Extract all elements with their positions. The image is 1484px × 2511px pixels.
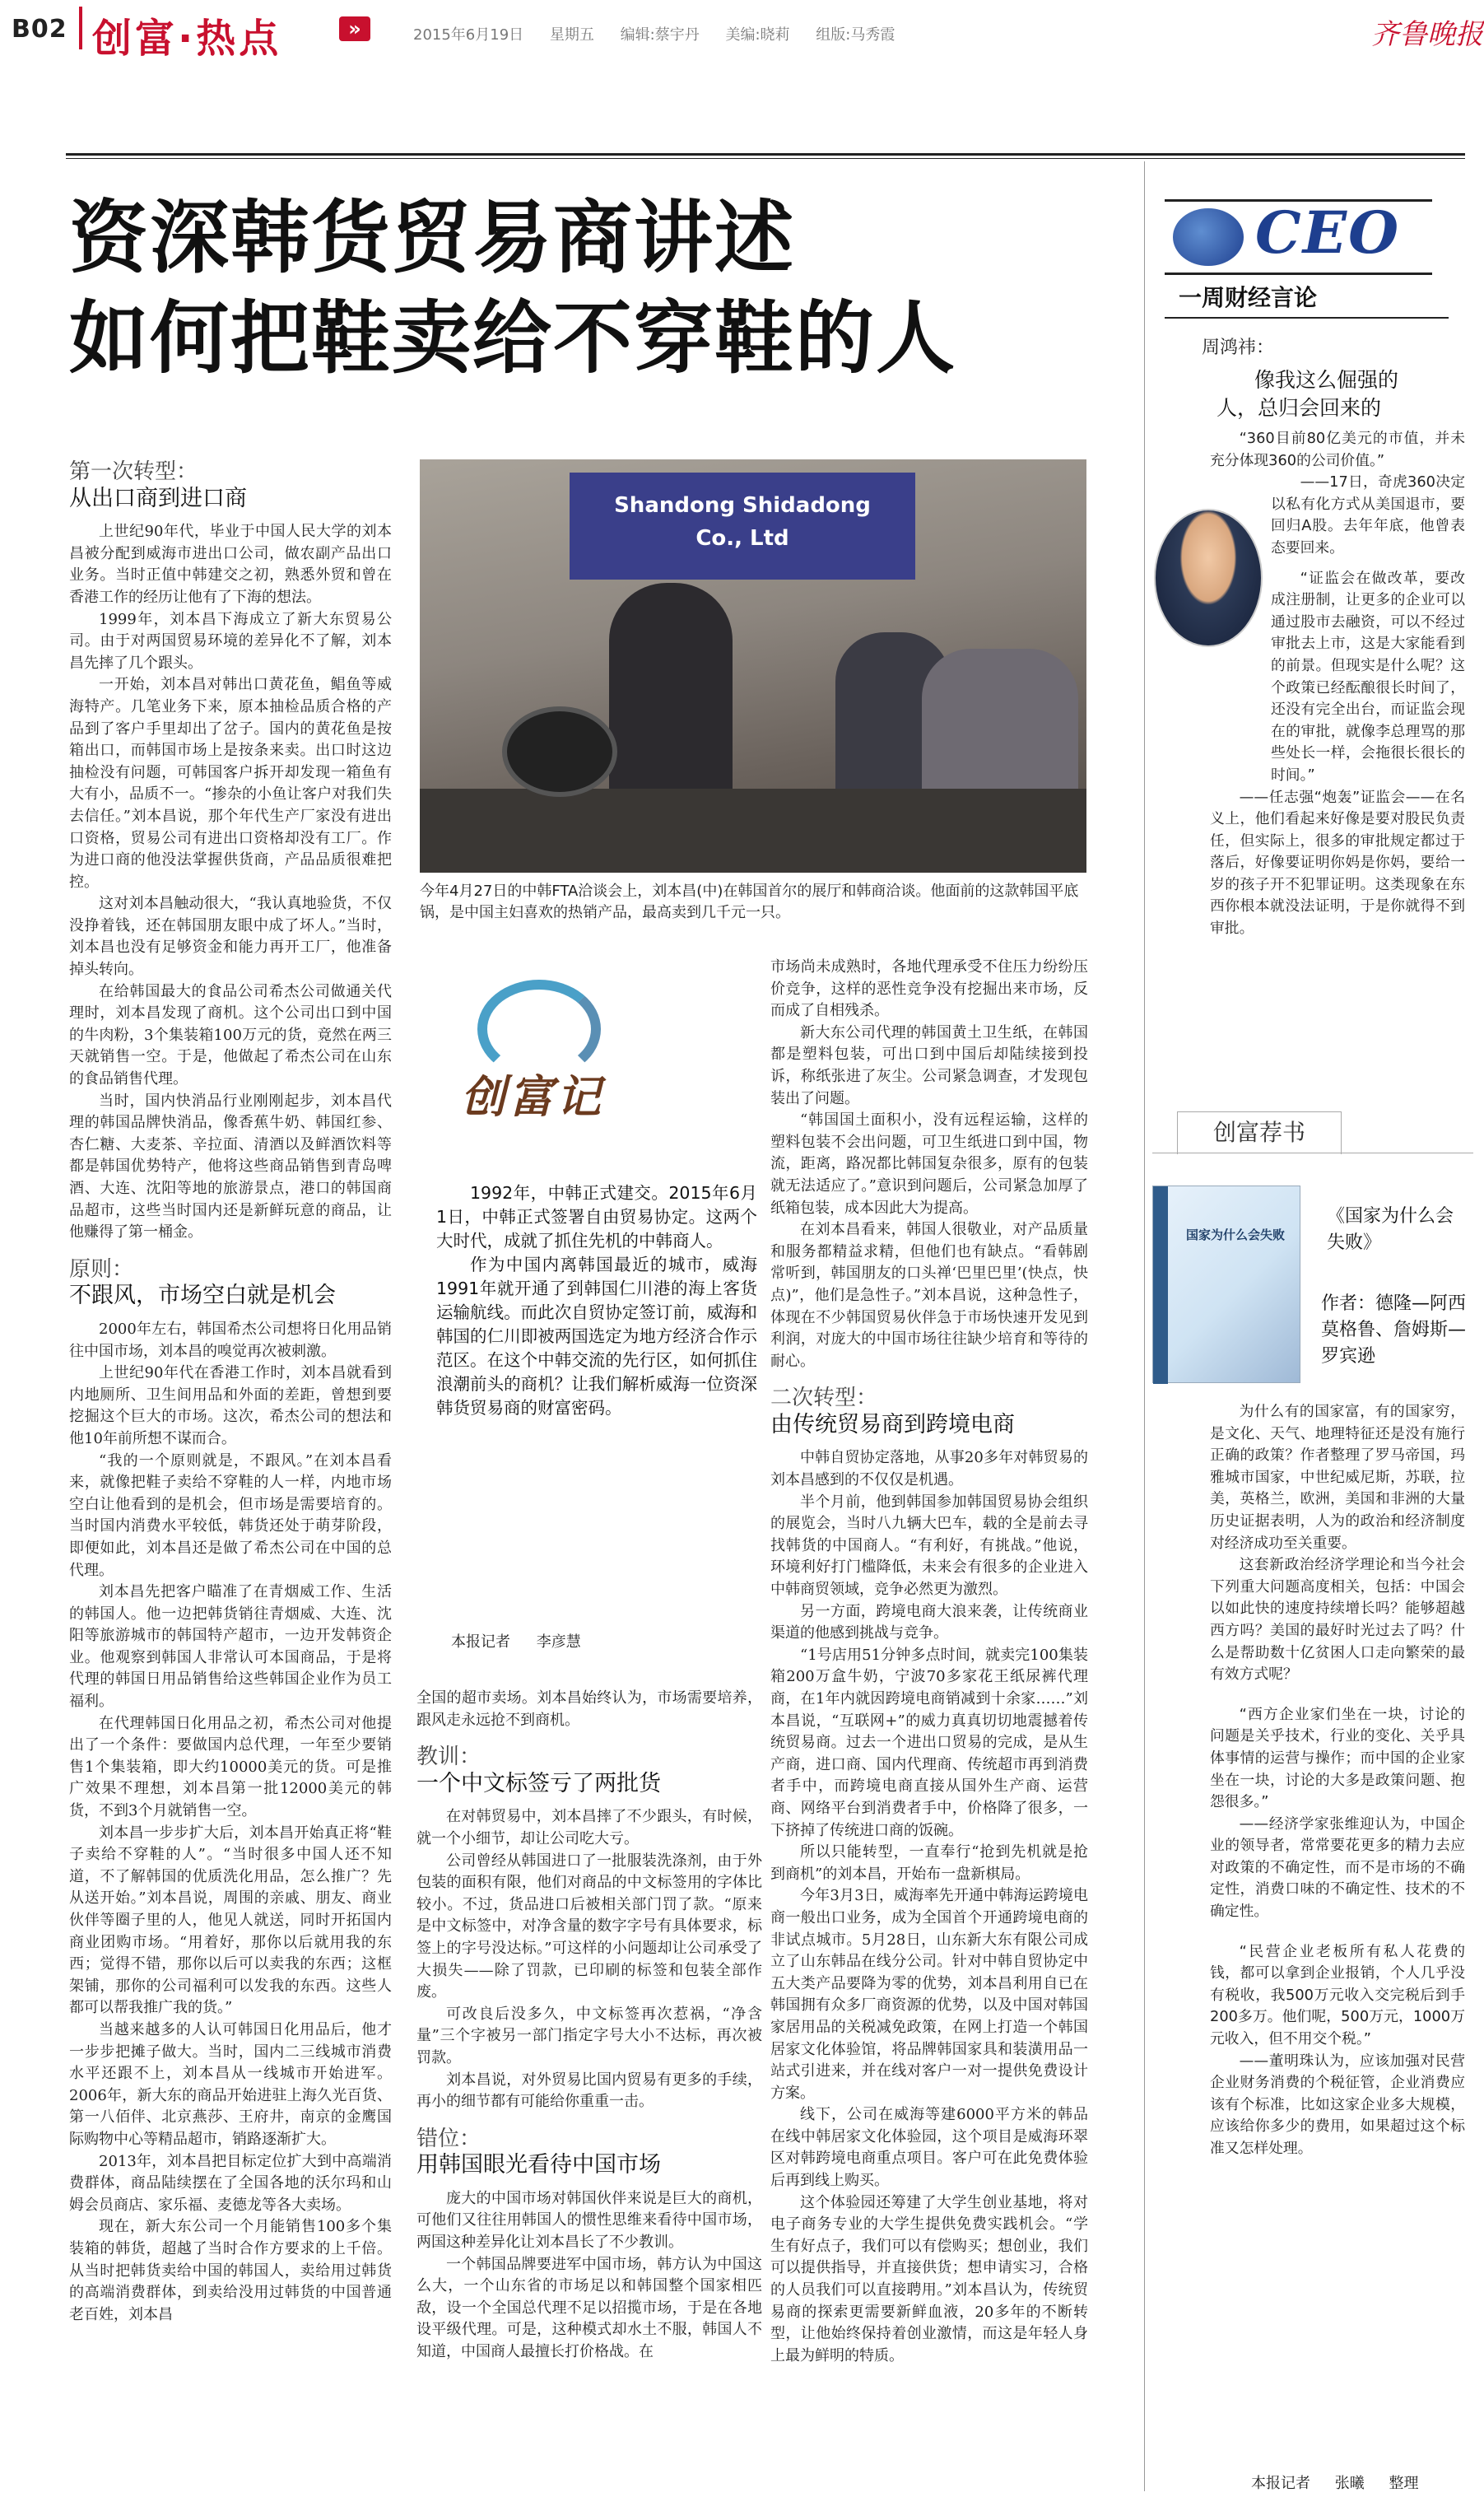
paragraph: 上世纪90年代，毕业于中国人民大学的刘本昌被分配到威海市进出口公司，做农副产品出口业务。当时正值中韩建交之初，熟悉外贸和曾在香港工作的经历让他有了下海的想法。 — [69, 523, 392, 606]
photo-caption: 今年4月27日的中韩FTA洽谈会上，刘本昌(中)在韩国首尔的展厅和韩商洽谈。他面前的这款韩国平底锅，是中国主妇喜欢的热销产品，最高卖到几千元一只。 — [420, 883, 1079, 921]
paragraph: 庞大的中国市场对韩国伙伴来说是巨大的商机，可他们又往往用韩国人的惯性思维来看待中国市场，两国这种差异化让刘本昌长了不少教训。 — [416, 2189, 762, 2252]
issue-weekday: 星期五 — [549, 26, 594, 44]
paragraph: 刘本昌说，对外贸易比国内贸易有更多的手续，再小的细节都有可能给你重重一击。 — [416, 2071, 762, 2111]
news-photo — [420, 459, 1086, 873]
page-number-divider — [79, 7, 82, 49]
book-title: 《国家为什么会失败》 — [1327, 1206, 1454, 1253]
paragraph: 今年3月3日，威海率先开通中韩海运跨境电商一般出口业务，成为全国首个开通跨境电商的非试点城市。5月28日，山东新大东有限公司成立了山东韩品在线分公司。针对中韩自贸协定中五大类产品要降为零的优势，刘本昌利用自已在韩国拥有众多厂商资源的优势，以及中国对韩国家居用品的关税减免政策，在网上打造一个韩国居家文化体验馆，将品牌韩国家具和装潢用品一站式引进来，并在线对客户一对一提供免费设计方案。 — [770, 1887, 1088, 2102]
paragraph: 公司曾经从韩国进口了一批服装洗涤剂，由于外包装的面积有限，他们对商品的中文标签用的字体比较小。不过，货品进口后被相关部门罚了款。“原来是中文标签中，对净含量的数字字号有具体要求，标签上的字号没达标。”可这样的小问题却让公司承受了大损失——除了罚款，已印刷的标签和包装全部作废。 — [416, 1852, 762, 2001]
article-column-2 — [416, 1688, 762, 2364]
globe-icon — [1173, 208, 1244, 266]
issue-date: 2015年6月19日 — [413, 26, 524, 44]
paragraph: 半个月前，他到韩国参加韩国贸易协会组织的展览会，当时八九辆大巴车，载的全是前去寻找韩货的中国商人。“有利好，有挑战。”他说，环境利好打门槛降低，未来会有很多的企业进入中韩商贸领域，竞争必然更为激烈。 — [770, 1493, 1088, 1599]
paragraph: 一开始，刘本昌对韩出口黄花鱼，鲳鱼等威海特产。几笔业务下来，原本抽检品质合格的产品到了客户手里却出了岔子。国内的黄花鱼是按箱出口，而韩国市场上是按条来卖。出口时这边抽检没有问题，可韩国客户拆开却发现一箱鱼有大有小，品质不一。“掺杂的小鱼让客户对我们失去信任。”刘本昌说，那个年代生产厂家没有进出口资格，贸易公司有进出口资格却没有工厂。作为进口商的他没法掌握供货商，产品品质很难把控。 — [69, 676, 392, 891]
featured-quote-line: 像我这么倔强的 — [1254, 368, 1399, 392]
paragraph: 市场尚未成熟时，各地代理承受不住压力纷纷压价竞争，这样的恶性竞争没有挖掘出来市场，反而成了自相残杀。 — [770, 958, 1088, 1020]
subhead-label: 原则： — [69, 1256, 134, 1282]
byline-name: 张曦 — [1334, 2475, 1365, 2492]
layout-credit: 组版:马秀霞 — [816, 26, 896, 44]
quote: “证监会在做改革，要改成注册制，让更多的企业可以通过股市去融资，可以不经过审批去上市，这是大家能看到的前景。但现实是什么呢？这个政策已经酝酿很长时间了，还没有完全出台，而证监会现在的审批，就像李总理骂的那些处长一样，会拖很长很长的时间。” — [1271, 569, 1465, 784]
paragraph: 为什么有的国家富，有的国家穷，是文化、天气、地理特征还是没有施行正确的政策？作者整理了罗马帝国，玛雅城市国家，中世纪威尼斯，苏联，拉美，英格兰，欧洲，美国和非洲的大量历史证据表明，人为的政治和经济制度对经济成功至关重要。 — [1210, 1403, 1465, 1552]
paragraph: 在刘本昌看来，韩国人很敬业，对产品质量和服务都精益求精，但他们也有缺点。“看韩剧常听到，韩国朋友的口头禅‘巴里巴里’(快点，快点)”，他们是急性子。”刘本昌说，这种急性子，体现在不少韩国贸易伙伴急于市场快速开发见到利润，对庞大的中国市场往往缺少培育和等待的耐心。 — [770, 1221, 1088, 1370]
subhead-label: 错位： — [416, 2126, 481, 2151]
quote-speaker: 周鸿祎： — [1202, 338, 1275, 358]
paragraph: 线下，公司在威海等建6000平方米的韩品在线中韩居家文化体验园，这个项目是威海环翠区对韩跨境电商重点项目。客户可在此免费体验后再到线上购买。 — [770, 2106, 1088, 2190]
page-number: B02 — [12, 15, 67, 44]
paragraph: 这套新政治经济学理论和当今社会下列重大问题高度相关，包括：中国会以如此快的速度持续增长吗？能够超越西方吗？美国的最好时光过去了吗？什么是帮助数十亿贫困人口走向繁荣的最有效方式呢？ — [1210, 1556, 1465, 1684]
masthead-rule-thin — [66, 158, 1465, 159]
photo-frying-pan — [502, 706, 617, 797]
quote-note: ——经济学家张维迎认为，中国企业的领导者，常常要花更多的精力去应对政策的不确定性，而不是市场的不确定性，消费口味的不确定性、技术的不确定性。 — [1210, 1815, 1465, 1921]
paragraph: 在对韩贸易中，刘本昌摔了不少跟头，有时候，就一个小细节，却让公司吃大亏。 — [416, 1808, 762, 1847]
byline — [451, 1630, 602, 1651]
editor-credit: 编辑:蔡宇丹 — [620, 26, 700, 44]
headline-line-1: 资深韩货贸易商讲述 — [69, 192, 795, 284]
byline-label: 本报记者 — [451, 1633, 510, 1651]
paragraph: 中韩自贸协定落地，从事20多年对韩贸易的刘本昌感到的不仅仅是机遇。 — [770, 1449, 1088, 1489]
featured-quote — [1217, 366, 1463, 422]
paragraph: 刘本昌先把客户瞄准了在青烟威工作、生活的韩国人。他一边把韩货销往青烟威、大连、沈阳等旅游城市的韩国特产超市，一边开发韩资企业。他观察到韩国人非常认可本国商品，于是将代理的韩国日用品销售给这些韩国企业作为员工福利。 — [69, 1583, 392, 1711]
paragraph: 1992年，中韩正式建交。2015年6月1日，中韩正式签署自由贸易协定。这两个大时代，成就了抓住先机的中韩商人。 — [436, 1183, 757, 1251]
chuangfuji-box — [436, 971, 757, 1651]
paragraph: 刘本昌一步步扩大后，刘本昌开始真正将“鞋子卖给不穿鞋的人”。“当时很多中国人还不知道，不了解韩国的优质洗化用品，怎么推广？先从送开始。”刘本昌说，周围的亲戚、朋友、商业伙伴等圈子里的人，他见人就送，同时开拓国内商业团购市场。“用着好，那你以后就用我的东西；觉得不错，那你以后可以卖我的东西；这框架铺，那你的公司福利可以发我的东西。这些人都可以帮我推广我的货。” — [69, 1824, 392, 2017]
paragraph: 当时，国内快消品行业刚刚起步，刘本昌代理的韩国品牌快消品，像香蕉牛奶、韩国红参、杏仁糖、大麦茶、辛拉面、清酒以及鲜酒饮料等都是韩国优势特产，他将这些商品销售到青岛啤酒、大连、沈阳等地的旅游景点，港口的韩国商品超市，这些当时国内还是新鲜玩意的商品，让他赚得了第一桶金。 — [69, 1092, 392, 1242]
chuangfuji-logo-text: 创富记 — [461, 1070, 604, 1123]
chuangfuji-logo — [453, 980, 634, 1153]
section-title: 创富·热点 — [92, 16, 282, 62]
paragraph: 这个体验园还筹建了大学生创业基地，将对电子商务专业的大学生提供免费实践机会。“学生有好点子，我们可以有偿购买；想创业，我们可以提供指导，并直接供货；想申请实习，合格的人员我们可以直接聘用。”刘本昌认为，传统贸易商的探索更需要新鲜血液，20多年的不断转型，让他始终保持着创业激情，而这是年轻人身上最为鲜明的特质。 — [770, 2193, 1088, 2364]
subhead-label: 二次转型： — [770, 1386, 878, 1411]
paragraph: 在代理韩国日化用品之初，希杰公司对他提出了一个条件：要做国内总代理，一年至少要销售1个集装箱，即大约10000美元的货。可是推广效果不理想，刘本昌第一批12000美元的韩货，不到3个月就销售一空。 — [69, 1714, 392, 1820]
book-recommend-tab: 创富荐书 — [1177, 1111, 1342, 1154]
photo-sign-line: Shandong Shidadong — [614, 493, 871, 518]
ceo-logo-word: CEO — [1255, 198, 1401, 267]
paragraph: 作为中国内离韩国最近的城市，威海1991年就开通了到韩国仁川港的海上客货运输航线。而此次自贸协定签订前，威海和韩国的仁川即被两国选定为地方经济合作示范区。在这个中韩交流的先行区，如何抓住浪潮前头的商机？让我们解析威海一位资深韩货贸易商的财富密码。 — [436, 1255, 757, 1418]
photo-table — [420, 789, 1086, 873]
paragraph: 全国的超市卖场。刘本昌始终认为，市场需要培养，跟风走永远抢不到商机。 — [416, 1689, 762, 1729]
headline-line-2: 如何把鞋卖给不穿鞋的人 — [69, 292, 956, 384]
sidebar-divider — [1144, 161, 1145, 2491]
ceo-rule — [1165, 317, 1449, 319]
article-column-1 — [69, 461, 392, 2326]
byline-name: 李彦慧 — [536, 1633, 581, 1651]
paragraph: 新大东公司代理的韩国黄土卫生纸，在韩国都是塑料包装，可出口到中国后却陆续接到投诉，称纸张进了灰尘。公司紧急调查，才发现包装出了问题。 — [770, 1023, 1088, 1107]
paragraph: 所以只能转型，一直奉行“抢到先机就是抢到商机”的刘本昌，开始布一盘新棋局。 — [770, 1843, 1088, 1883]
quote: “360目前80亿美元的市值，并未充分体现360的公司价值。” — [1210, 430, 1465, 469]
subhead-title: 用韩国眼光看待中国市场 — [416, 2152, 661, 2178]
paragraph: 2000年左右，韩国希杰公司想将日化用品销往中国市场，刘本昌的嗅觉再次被刺激。 — [69, 1320, 392, 1360]
book-cover-title: 国家为什么会失败 — [1185, 1228, 1285, 1242]
byline-role: 整理 — [1389, 2475, 1419, 2492]
subhead-title: 由传统贸易商到跨境电商 — [770, 1411, 1015, 1437]
paragraph: 这对刘本昌触动很大，“我认真地验货，不仅没挣着钱，还在韩国朋友眼中成了坏人。”当时，刘本昌也没有足够资金和能力再开工厂，他准备掉头转向。 — [69, 895, 392, 979]
paragraph: 在给韩国最大的食品公司希杰公司做通关代理时，刘本昌发现了商机。这个公司出口到中国的牛肉粉，3个集装箱100万元的货，竟然在两三天就销售一空。于是，他做起了希杰公司在山东的食品销售代理。 — [69, 982, 392, 1088]
quote: “西方企业家们坐在一块，讨论的问题是关乎技术，行业的变化、关乎具体事情的运营与操作；而中国的企业家坐在一块，讨论的大多是政策问题、抱怨很多。” — [1210, 1705, 1465, 1811]
byline-label: 本报记者 — [1251, 2475, 1310, 2492]
masthead — [0, 0, 1484, 66]
paragraph: 上世纪90年代在香港工作时，刘本昌就看到内地厕所、卫生间用品和外面的差距，曾想到要挖掘这个巨大的市场。这次，希杰公司的想法和他10年前所想不谋而合。 — [69, 1364, 392, 1447]
paragraph: 一个韩国品牌要进军中国市场，韩方认为中国这么大，一个山东省的市场足以和韩国整个国家相匹敌，设一个全国总代理不足以招揽市场，于是在各地设平级代理。可是，这种模式却水土不服，韩国人不知道，中国商人最擅长打价格战。在 — [416, 2255, 762, 2361]
subhead-label: 第一次转型： — [69, 459, 198, 484]
photo-booth-sign — [570, 473, 915, 580]
paragraph: 当越来越多的人认可韩国日化用品后，他才一步步把摊子做大。当时，国内二三线城市消费水平还跟不上，刘本昌从一线城市开始进军。2006年，新大东的商品开始进驻上海久光百货、第一八佰伴、北京燕莎、王府井，南京的金鹰国际购物中心等精品超市，销路逐渐扩大。 — [69, 2020, 392, 2148]
book-review-text — [1210, 1401, 1465, 2160]
chevron-right-icon: » — [339, 16, 370, 41]
paragraph: 现在，新大东公司一个月能销售100多个集装箱的韩货，超越了当时合作方要求的上千倍。从当时把韩货卖给中国的韩国人，卖给用过韩货的高端消费群体，到卖给没用过韩货的中国普通老百姓，刘本昌 — [69, 2218, 392, 2323]
subhead-title: 不跟风，市场空白就是机会 — [69, 1283, 336, 1309]
book-cover — [1152, 1186, 1300, 1383]
featured-quote-line: 人，总归会回来的 — [1217, 396, 1382, 420]
article-column-3 — [770, 957, 1088, 2367]
paragraph: “1号店用51分钟多点时间，就卖完100集装箱200万盒牛奶，宁波70多家花王纸尿裤代理商，在1年内就因跨境电商销减到十余家……”刘本昌说，“互联网+”的威力真真切切地震撼着传统贸易商。过去一个进出口贸易的完成，是从生产商，进口商、国内代理商、传统超市再到消费者手中，而跨境电商直接从国外生产商、运营商、网络平台到消费者手中，价格降了很多，一下挤掉了传统进口商的饭碗。 — [770, 1646, 1088, 1839]
ceo-logo — [1165, 199, 1432, 275]
subhead-title: 一个中文标签亏了两批货 — [416, 1770, 661, 1796]
paragraph: 另一方面，跨境电商大浪来袭，让传统商业渠道的他感到挑战与竞争。 — [770, 1602, 1088, 1642]
paragraph: “韩国国土面积小，没有远程运输，这样的塑料包装不会出问题，可卫生纸进口到中国，物流，距离，路况都比韩国复杂很多，原有的包装就无法适应了。”意识到问题后，公司紧急加厚了纸箱包装，成本因此大为提高。 — [770, 1111, 1088, 1217]
subhead-label: 教训： — [416, 1745, 481, 1770]
ceo-quotes-text — [1210, 428, 1465, 940]
paper-logo: 齐鲁晚报 — [1371, 18, 1483, 51]
paragraph: 1999年，刘本昌下海成立了新大东贸易公司。由于对两国贸易环境的差异化不了解，刘本昌先摔了几个跟头。 — [69, 610, 392, 672]
photo-sign-line: Co., Ltd — [695, 526, 789, 551]
sidebar-byline — [1251, 2471, 1438, 2493]
book-author: 作者：德隆—阿西莫格鲁、詹姆斯—罗宾逊 — [1321, 1293, 1467, 1367]
headline — [69, 188, 1123, 389]
paragraph: 可改良后没多久，中文标签再次惹祸，“净含量”三个字被另一部门指定字号大小不达标，再次被罚款。 — [416, 2005, 762, 2066]
quote-note: ——17日，奇虎360决定以私有化方式从美国退市，要回归A股。去年年底，他曾表态要回来。 — [1271, 473, 1465, 557]
quote-note: ——董明珠认为，应该加强对民营企业财务消费的个税征管，企业消费应该有个标准，比如这家企业多大规模，应该给你多少的费用，如果超过这个标准又怎样处理。 — [1210, 2052, 1465, 2157]
avatar — [1154, 509, 1263, 647]
quote-note: ——任志强“炮轰”证监会——在名义上，他们看起来好像是要对股民负责任，但实际上，很多的审批规定都过于落后，好像要证明你妈是你妈，要给一岁的孩子开不犯罪证明。这类现象在东西你根本就没法证明，于是你就得不到审批。 — [1210, 788, 1465, 938]
masthead-rule — [66, 153, 1465, 156]
paragraph: “我的一个原则就是，不跟风。”在刘本昌看来，就像把鞋子卖给不穿鞋的人一样，内地市场空白让他看到的是机会，但市场是需要培育的。当时国内消费水平较低，韩货还处于萌芽阶段，即便如此，刘本昌还是做了希杰公司在中国的总代理。 — [69, 1451, 392, 1579]
designer-credit: 美编:晓莉 — [725, 26, 790, 44]
book-spine — [1153, 1186, 1168, 1384]
quote: “民营企业老板所有私人花费的钱，都可以拿到企业报销，个人几乎没有税收，我500万元收入交完税后到手200多万。他们呢，500万元，1000万元收入，但不用交个税。” — [1210, 1942, 1465, 2048]
ceo-subtitle: 一周财经言论 — [1179, 284, 1318, 311]
chuangfuji-intro — [436, 1181, 757, 1420]
issue-info — [413, 23, 916, 44]
paragraph: 2013年，刘本昌把目标定位扩大到中高端消费群体，商品陆续摆在了全国各地的沃尔玛和山姆会员商店、家乐福、麦德龙等各大卖场。 — [69, 2152, 392, 2214]
subhead-title: 从出口商到进口商 — [69, 485, 247, 511]
